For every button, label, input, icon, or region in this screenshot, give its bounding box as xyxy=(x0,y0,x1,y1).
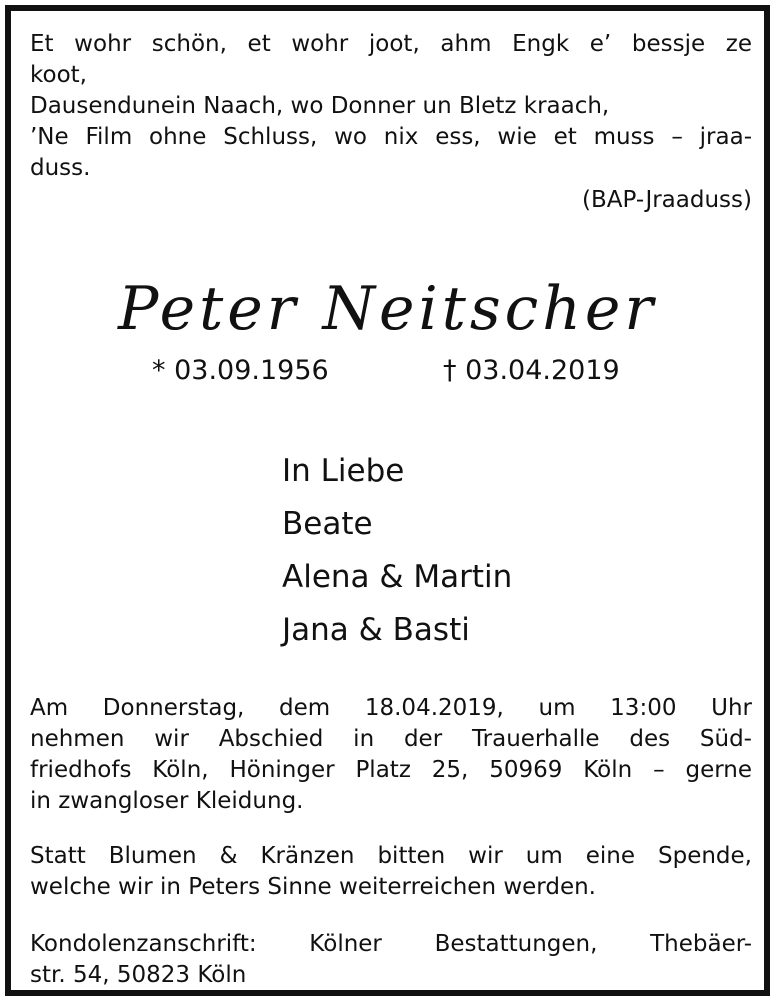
poem-quote xyxy=(30,29,752,216)
obituary-card xyxy=(5,5,770,996)
ceremony-line: nehmen wir Abschied in der Trauerhalle des Süd- xyxy=(30,726,752,752)
poem-line: koot, xyxy=(30,62,87,88)
death-date: † 03.04.2019 xyxy=(443,355,620,386)
poem-line: ’Ne Film ohne Schluss, wo nix ess, wie et muss – jraa- xyxy=(30,124,752,150)
poem-source: (BAP-Jraaduss) xyxy=(582,187,752,213)
condolence-line: str. 54, 50823 Köln xyxy=(30,962,247,988)
ceremony-line: in zwangloser Kleidung. xyxy=(30,788,304,814)
family-member: Alena & Martin xyxy=(282,559,513,595)
poem-line: duss. xyxy=(30,155,91,181)
donation-line: welche wir in Peters Sinne weiterreichen werden. xyxy=(30,874,596,900)
ceremony-notice xyxy=(30,693,752,817)
condolence-address xyxy=(30,929,752,991)
donation-line: Statt Blumen & Kränzen bitten wir um eine Spende, xyxy=(30,843,752,869)
poem-line: Dausendunein Naach, wo Donner un Bletz kraach, xyxy=(30,93,610,119)
poem-line: Et wohr schön, et wohr joot, ahm Engk e’ bessje ze xyxy=(30,31,752,57)
family-signatures xyxy=(282,445,512,657)
donation-notice xyxy=(30,841,752,903)
family-member: Beate xyxy=(282,506,373,542)
ceremony-line: friedhofs Köln, Höninger Platz 25, 50969 Köln – gerne xyxy=(30,757,752,783)
ceremony-line: Am Donnerstag, dem 18.04.2019, um 13:00 Uhr xyxy=(30,695,752,721)
deceased-name-signature: Peter Neitscher xyxy=(117,274,658,344)
family-line-intro: In Liebe xyxy=(282,453,405,489)
birth-date: * 03.09.1956 xyxy=(152,355,329,386)
family-member: Jana & Basti xyxy=(282,612,470,648)
condolence-line: Kondolenzanschrift: Kölner Bestattungen, Thebäer- xyxy=(30,931,752,957)
